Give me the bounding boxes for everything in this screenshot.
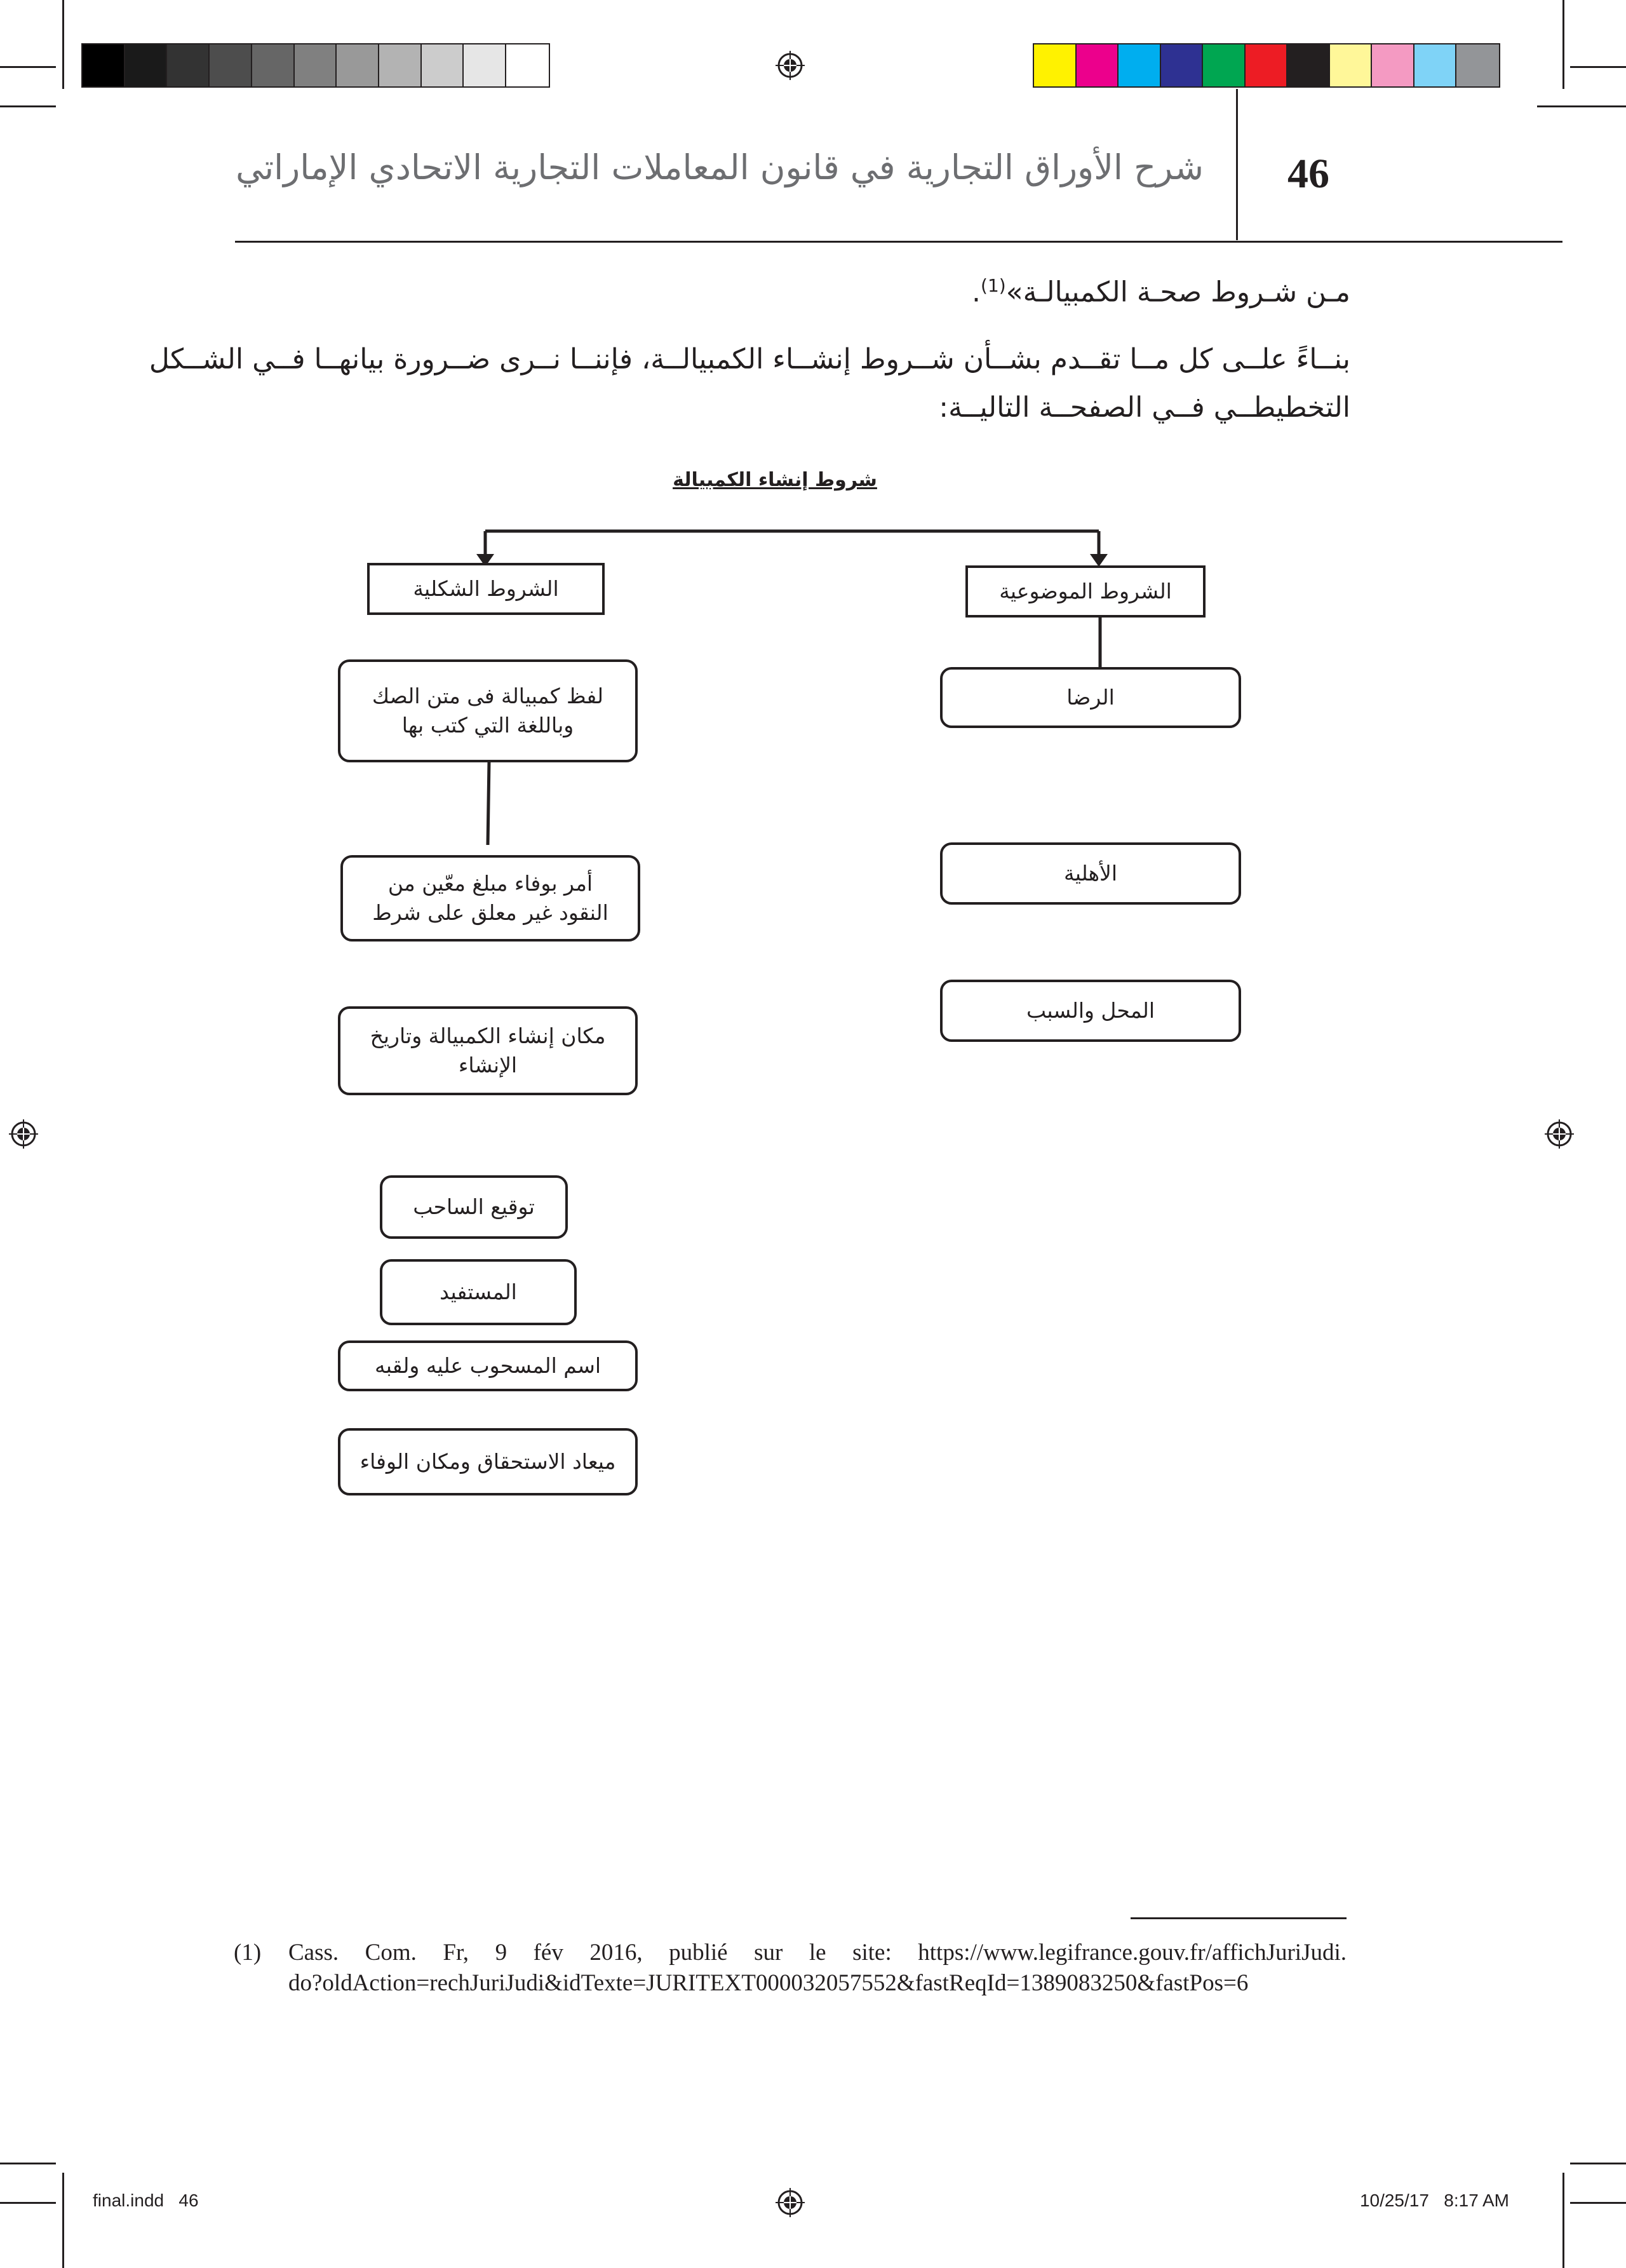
crop-mark bbox=[62, 2173, 64, 2268]
formal-condition-item: لفظ كمبيالة فى متن الصك وباللغة التي كتب بها bbox=[338, 659, 638, 762]
substantive-conditions-heading: الشروط الموضوعية bbox=[965, 565, 1206, 618]
slug-file-info: final.indd 46 bbox=[93, 2190, 199, 2210]
footnote-text-line-1: Cass. Com. Fr, 9 fév 2016, publié sur le site: https://www.legifrance.gouv.fr/affichJuriJudi. bbox=[288, 1940, 1347, 1966]
crop-mark bbox=[1570, 2202, 1626, 2204]
page-number: 46 bbox=[1287, 151, 1329, 197]
substantive-condition-item: الأهلية bbox=[940, 842, 1241, 905]
body-line-1-end: . bbox=[972, 276, 981, 309]
substantive-condition-item: المحل والسبب bbox=[940, 980, 1241, 1042]
footnote-separator bbox=[1131, 1917, 1347, 1919]
formal-condition-item: ميعاد الاستحقاق ومكان الوفاء bbox=[338, 1428, 638, 1495]
body-paragraph-line-1: بنــاءً علــى كل مــا تقــدم بشــأن شــروط إنشــاء الكمبيالــة، فإننــا نــرى ضــرورة بيانهــا فــي الشــكل bbox=[149, 343, 1350, 375]
formal-condition-item: توقيع الساحب bbox=[380, 1175, 568, 1239]
formal-condition-item: مكان إنشاء الكمبيالة وتاريخ الإنشاء bbox=[338, 1006, 638, 1095]
footnote-ref: (1) bbox=[981, 275, 1006, 296]
body-line-1-text: مـن شـروط صحـة الكمبيالـة» bbox=[1005, 276, 1350, 309]
crop-mark bbox=[0, 2163, 56, 2164]
formal-condition-item: المستفيد bbox=[380, 1259, 577, 1325]
registration-mark-icon bbox=[776, 2188, 805, 2217]
running-header-title: شرح الأوراق التجارية في قانون المعاملات التجارية الاتحادي الإماراتي bbox=[236, 147, 1204, 187]
crop-mark bbox=[0, 2202, 56, 2204]
formal-condition-item: أمر بوفاء مبلغ معّين من النقود غير معلق على شرط bbox=[340, 855, 640, 942]
crop-mark bbox=[1570, 2163, 1626, 2164]
formal-conditions-heading: الشروط الشكلية bbox=[367, 563, 605, 615]
footnote bbox=[234, 1938, 1347, 1999]
substantive-condition-item: الرضا bbox=[940, 667, 1241, 728]
body-paragraph-line-2: التخطيطــي فــي الصفحــة التاليــة: bbox=[939, 391, 1350, 424]
slug-date-info: 10/25/17 8:17 AM bbox=[1359, 2190, 1509, 2210]
crop-mark bbox=[1562, 2173, 1564, 2268]
footnote-text-line-2: do?oldAction=rechJuriJudi&idTexte=JURITEXT000032057552&fastReqId=1389083250&fastPos=6 bbox=[288, 1970, 1249, 1996]
formal-condition-item: اسم المسحوب عليه ولقبه bbox=[338, 1340, 638, 1391]
diagram-title: شروط إنشاء الكمبيالة bbox=[673, 469, 877, 491]
footnote-marker: (1) bbox=[234, 1940, 262, 1966]
